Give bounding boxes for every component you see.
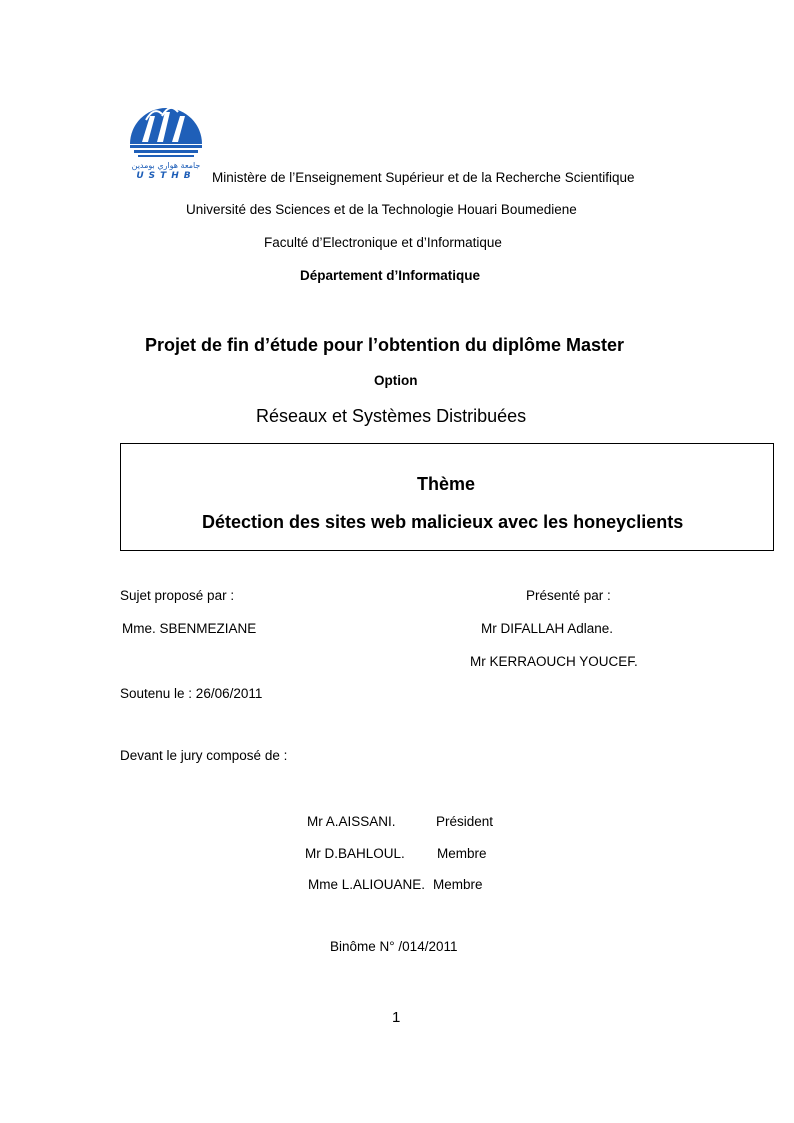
binome-number: Binôme N° /014/2011 xyxy=(330,939,458,954)
project-title: Projet de fin d’étude pour l’obtention du diplôme Master xyxy=(145,335,625,355)
proposed-label: Sujet proposé par : xyxy=(120,588,235,603)
jury-member-role: Membre xyxy=(437,846,487,861)
option-value: Réseaux et Systèmes Distribuées xyxy=(256,406,527,426)
presenter-1: Mr DIFALLAH Adlane. xyxy=(481,621,614,636)
theme-value: Détection des sites web malicieux avec les honeyclients xyxy=(202,512,684,532)
defense-date: Soutenu le : 26/06/2011 xyxy=(120,686,263,701)
jury-member-name: Mr A.AISSANI. xyxy=(307,814,396,829)
ministry-line: Ministère de l’Enseignement Supérieur et de la Recherche Scientifique xyxy=(212,170,635,185)
presented-label: Présenté par : xyxy=(526,588,611,603)
option-label: Option xyxy=(374,373,418,388)
svg-text:USTHB: USTHB xyxy=(136,171,196,180)
theme-label: Thème xyxy=(417,474,476,494)
jury-label: Devant le jury composé de : xyxy=(120,748,288,763)
svg-text:جامعة هواري بومدين: جامعة هواري بومدين xyxy=(131,161,201,170)
presenter-2: Mr KERRAOUCH YOUCEF. xyxy=(470,654,638,669)
faculty-line: Faculté d’Electronique et d’Informatique xyxy=(264,235,502,250)
proposed-name: Mme. SBENMEZIANE xyxy=(122,621,257,636)
department-line: Département d’Informatique xyxy=(300,268,481,283)
jury-member-name: Mr D.BAHLOUL. xyxy=(305,846,405,861)
jury-member-role: Membre xyxy=(433,877,483,892)
jury-member-role: Président xyxy=(436,814,494,829)
university-logo xyxy=(124,98,208,180)
jury-member-name: Mme L.ALIOUANE. xyxy=(308,877,426,892)
page-number: 1 xyxy=(392,1009,401,1026)
theme-box xyxy=(120,443,774,551)
university-line: Université des Sciences et de la Technologie Houari Boumediene xyxy=(186,202,577,217)
